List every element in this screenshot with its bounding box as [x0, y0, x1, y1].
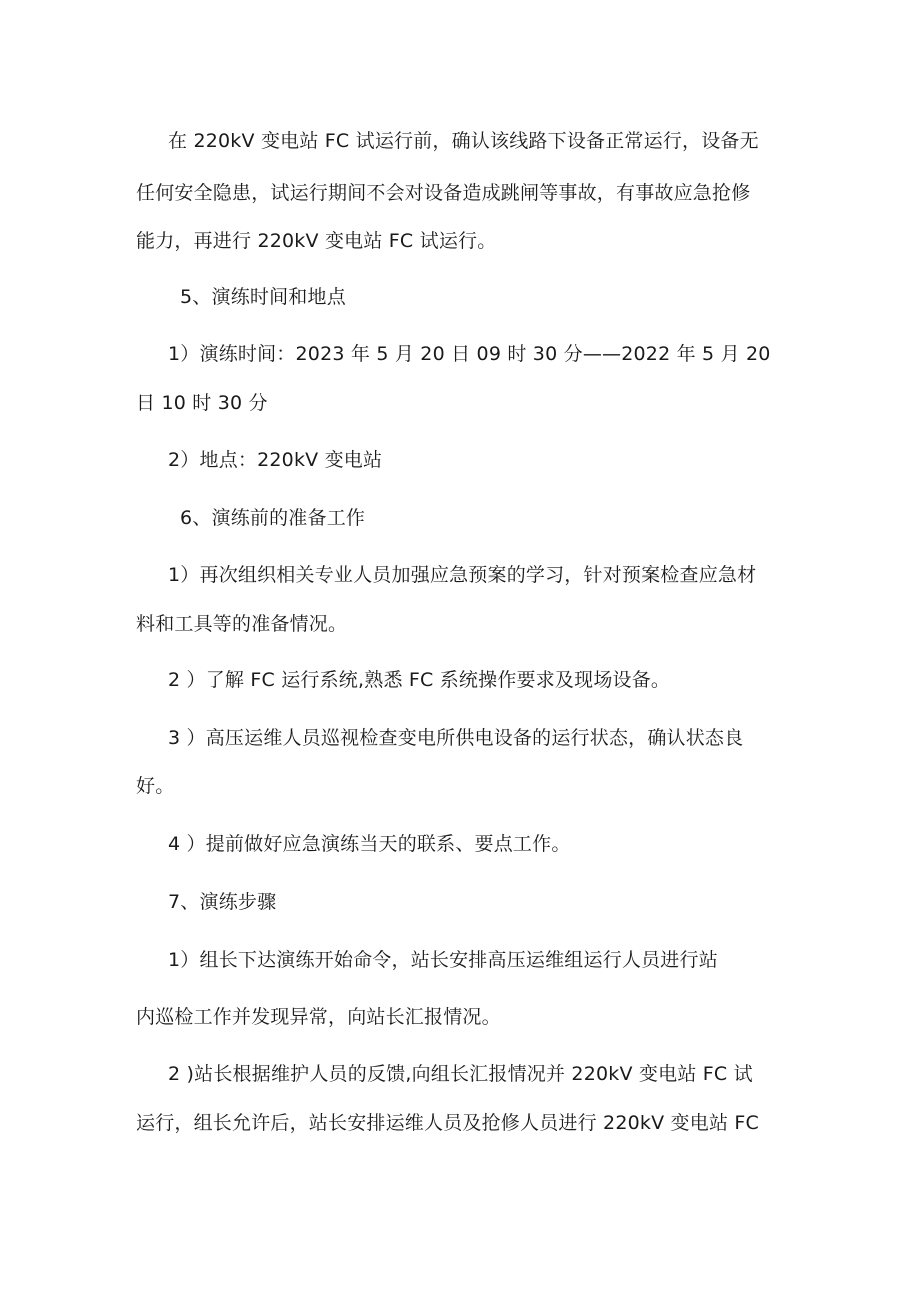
- section-heading-6: 6、演练前的准备工作: [180, 507, 366, 529]
- prep-item-4: 4 ）提前做好应急演练当天的联系、要点工作。: [168, 833, 571, 855]
- step-2-line-1: 2 )站长根据维护人员的反馈,向组长汇报情况并 220kV 变电站 FC 试: [168, 1063, 753, 1085]
- drill-time-line-2: 日 10 时 30 分: [136, 392, 268, 414]
- prep-item-3-line-1: 3 ）高压运维人员巡视检查变电所供电设备的运行状态，确认状态良: [168, 727, 744, 749]
- drill-location: 2）地点：220kV 变电站: [168, 449, 383, 471]
- step-1-line-2: 内巡检工作并发现异常，向站长汇报情况。: [136, 1006, 501, 1028]
- paragraph-intro-line-2: 任何安全隐患，试运行期间不会对设备造成跳闸等事故，有事故应急抢修: [136, 182, 751, 204]
- drill-time-line-1: 1）演练时间：2023 年 5 月 20 日 09 时 30 分——2022 年 5 月 20: [168, 343, 771, 365]
- prep-item-2: 2 ）了解 FC 运行系统,熟悉 FC 系统操作要求及现场设备。: [168, 669, 671, 691]
- section-heading-5: 5、演练时间和地点: [180, 286, 346, 308]
- prep-item-1-line-2: 料和工具等的准备情况。: [136, 613, 348, 635]
- step-1-line-1: 1）组长下达演练开始命令，站长安排高压运维组运行人员进行站: [168, 949, 718, 971]
- prep-item-1-line-1: 1）再次组织相关专业人员加强应急预案的学习，针对预案检查应急材: [168, 564, 757, 586]
- paragraph-intro-line-3: 能力，再进行 220kV 变电站 FC 试运行。: [136, 230, 497, 252]
- paragraph-intro-line-1: 在 220kV 变电站 FC 试运行前，确认该线路下设备正常运行，设备无: [168, 130, 759, 152]
- section-heading-7: 7、演练步骤: [168, 891, 277, 913]
- step-2-line-2: 运行，组长允许后，站长安排运维人员及抢修人员进行 220kV 变电站 FC: [136, 1112, 759, 1134]
- prep-item-3-line-2: 好。: [136, 775, 175, 797]
